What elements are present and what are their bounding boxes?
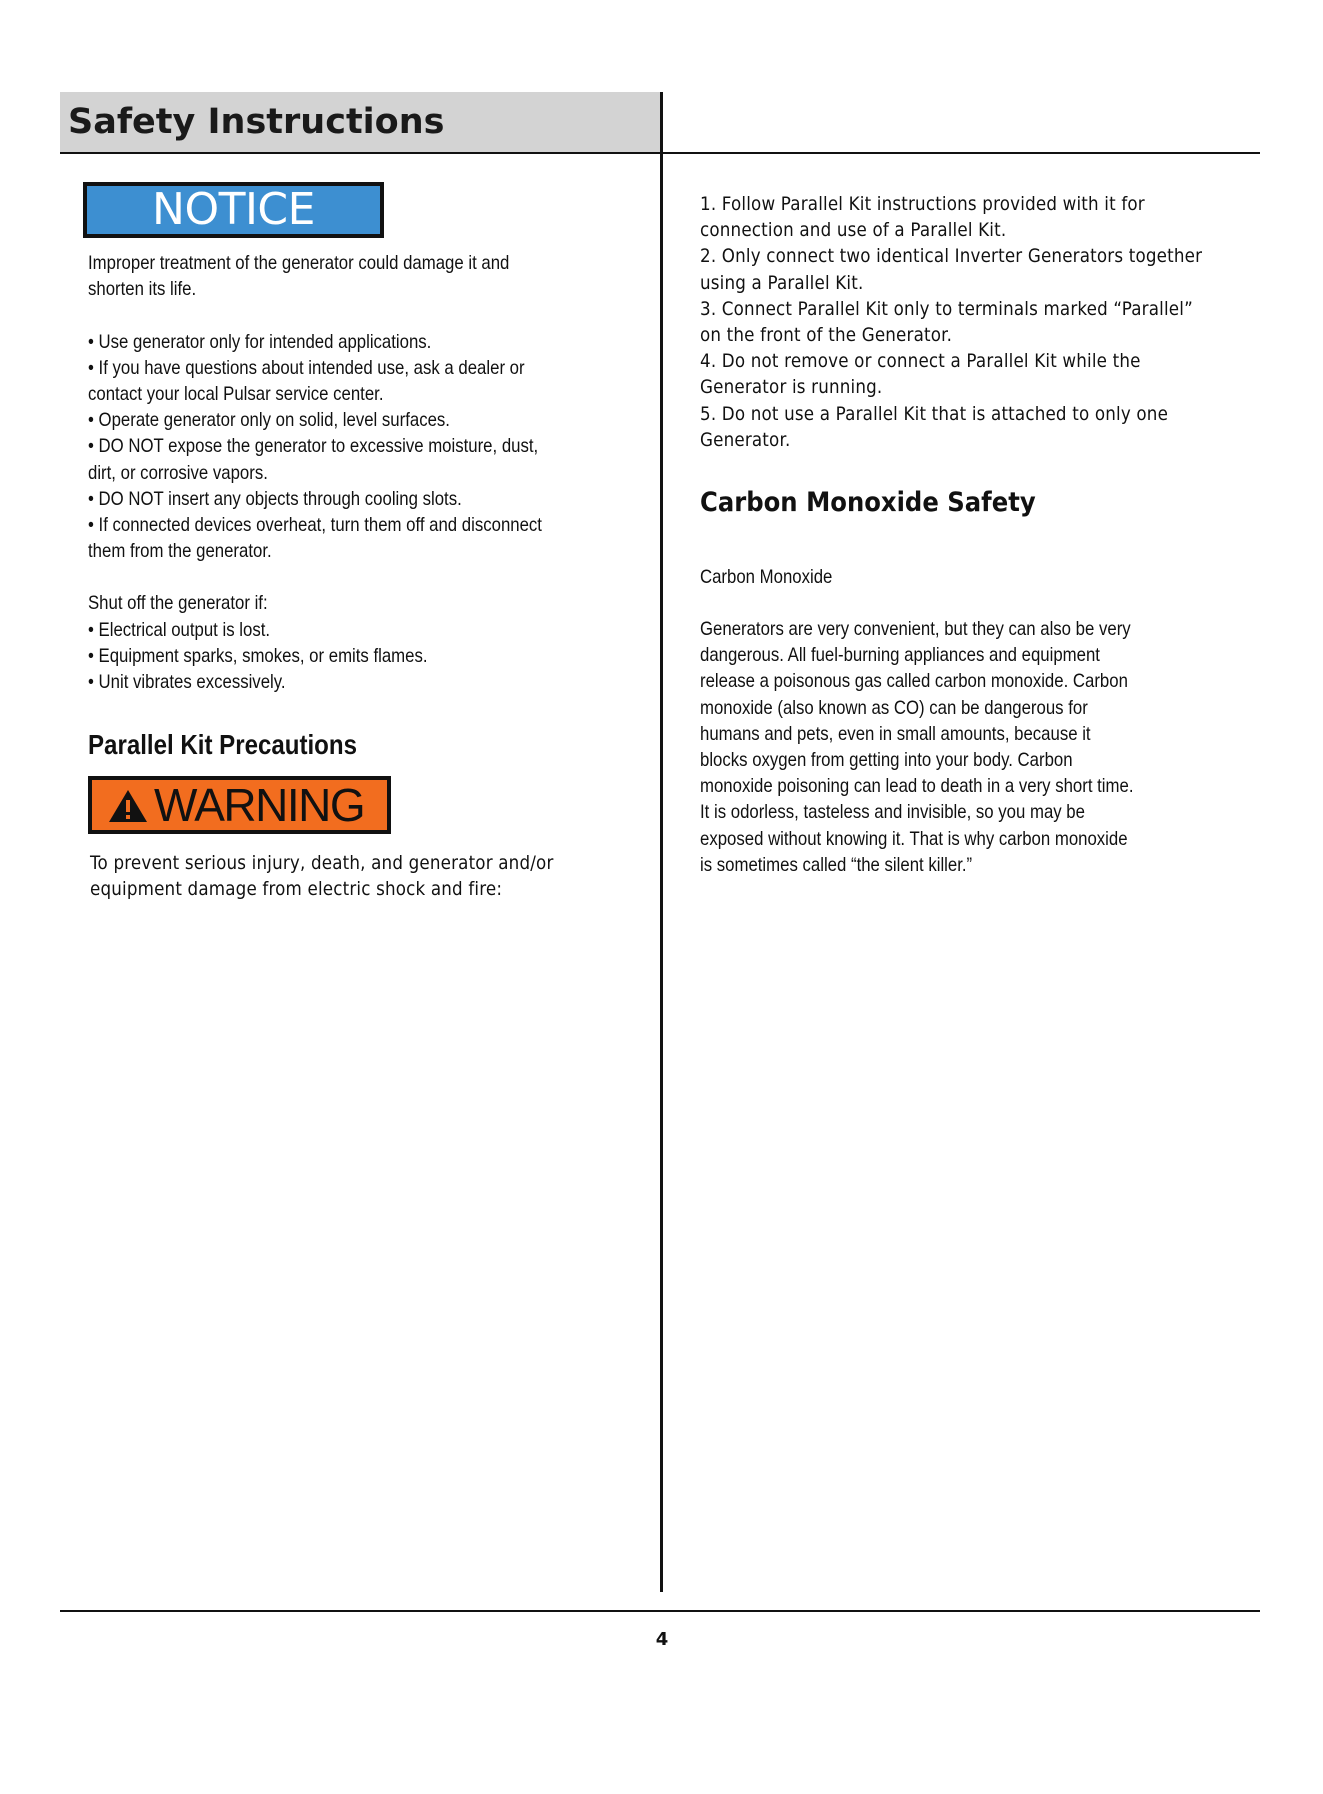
warning-label <box>88 776 391 834</box>
shutoff-line: Shut off the generator if: <box>88 592 268 615</box>
carbon-monoxide-line: blocks oxygen from getting into your body. Carbon <box>700 748 1073 771</box>
carbon-monoxide-line: humans and pets, even in small amounts, because it <box>700 722 1091 745</box>
warning-label-text: WARNING <box>154 779 365 831</box>
notice-bullet-line: contact your local Pulsar service center. <box>88 382 384 405</box>
notice-label-text: NOTICE <box>152 184 315 235</box>
parallel-step-line: using a Parallel Kit. <box>700 271 864 294</box>
carbon-monoxide-line: monoxide (also known as CO) can be dangerous for <box>700 696 1088 719</box>
parallel-step-line: 4. Do not remove or connect a Parallel Kit while the <box>700 350 1141 373</box>
carbon-monoxide-body <box>700 616 1204 878</box>
warning-line: equipment damage from electric shock and fire: <box>90 878 503 901</box>
notice-bullet-line: them from the generator. <box>88 540 272 563</box>
parallel-kit-heading-text: Parallel Kit Precautions <box>88 729 358 760</box>
carbon-monoxide-line: exposed without knowing it. That is why carbon monoxide <box>700 827 1128 850</box>
column-divider <box>660 92 663 1592</box>
notice-bullet-line: dirt, or corrosive vapors. <box>88 461 268 484</box>
parallel-step-line: on the front of the Generator. <box>700 323 953 346</box>
parallel-step-line: 1. Follow Parallel Kit instructions provided with it for <box>700 193 1145 215</box>
carbon-monoxide-line: monoxide poisoning can lead to death in a very short time. <box>700 775 1134 798</box>
page-number: 4 <box>655 1629 669 1650</box>
carbon-monoxide-subheading <box>700 564 854 590</box>
carbon-monoxide-line: dangerous. All fuel-burning appliances and equipment <box>700 644 1100 667</box>
carbon-monoxide-line: Generators are very convenient, but they can also be very <box>700 618 1131 640</box>
notice-bullet-line: • Operate generator only on solid, level surfaces. <box>88 409 450 432</box>
warning-description <box>90 850 617 902</box>
footer-rule <box>60 1610 1260 1612</box>
parallel-kit-heading <box>88 728 401 762</box>
parallel-step-line: connection and use of a Parallel Kit. <box>700 219 1007 242</box>
warning-triangle-icon <box>108 788 148 824</box>
warning-line: To prevent serious injury, death, and generator and/or <box>90 852 554 874</box>
parallel-step-line: Generator. <box>700 428 791 451</box>
notice-bullet-line: • DO NOT insert any objects through cooling slots. <box>88 487 462 510</box>
notice-bullet-line: • If you have questions about intended use, ask a dealer or <box>88 356 525 379</box>
carbon-monoxide-line: It is odorless, tasteless and invisible, so you may be <box>700 801 1085 824</box>
page-title: Safety Instructions <box>68 102 445 142</box>
carbon-monoxide-line: is sometimes called “the silent killer.” <box>700 853 973 876</box>
parallel-step-line: 3. Connect Parallel Kit only to terminals marked “Parallel” <box>700 297 1193 320</box>
notice-intro <box>88 250 616 695</box>
shutoff-line: • Electrical output is lost. <box>88 618 271 641</box>
shutoff-line: • Equipment sparks, smokes, or emits flames. <box>88 644 428 667</box>
carbon-monoxide-heading <box>700 486 1073 520</box>
parallel-step-line: 2. Only connect two identical Inverter Generators together <box>700 245 1203 268</box>
carbon-monoxide-line: release a poisonous gas called carbon monoxide. Carbon <box>700 670 1128 693</box>
notice-label <box>83 182 384 238</box>
notice-intro-line: Improper treatment of the generator could damage it and <box>88 252 510 274</box>
notice-bullet-line: • Use generator only for intended applications. <box>88 330 432 353</box>
notice-bullet-line: • If connected devices overheat, turn them off and disconnect <box>88 513 542 536</box>
parallel-kit-steps <box>700 191 1271 453</box>
parallel-step-line: 5. Do not use a Parallel Kit that is attached to only one <box>700 402 1169 425</box>
carbon-monoxide-subheading-text: Carbon Monoxide <box>700 566 833 588</box>
notice-bullet-line: • DO NOT expose the generator to excessive moisture, dust, <box>88 435 539 458</box>
carbon-monoxide-heading-text: Carbon Monoxide Safety <box>700 487 1036 518</box>
shutoff-line: • Unit vibrates excessively. <box>88 671 286 693</box>
parallel-step-line: Generator is running. <box>700 376 883 399</box>
notice-intro-line: shorten its life. <box>88 278 197 301</box>
